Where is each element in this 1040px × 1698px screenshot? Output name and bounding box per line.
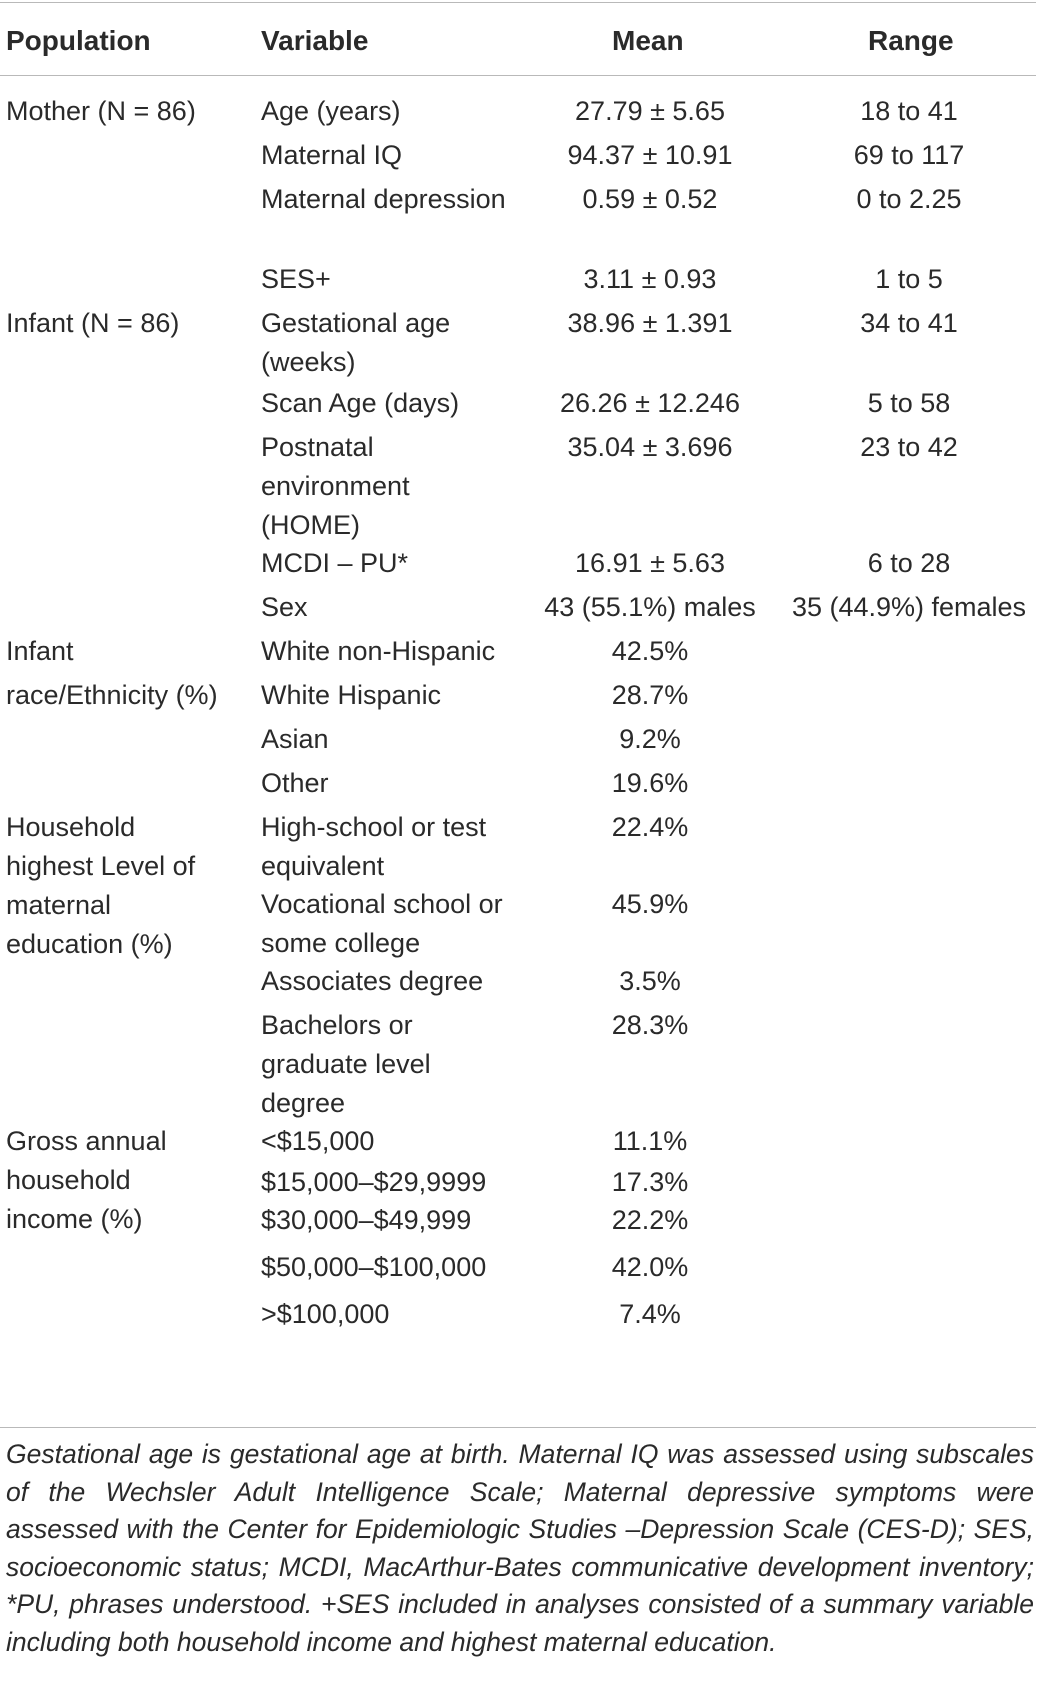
mean-cell: 43 (55.1%) males [544,592,756,622]
variable-cell: Asian [261,724,329,754]
percent-cell: 3.5% [619,966,681,996]
variable-cell: Postnatal environment (HOME) [261,432,410,540]
percent-cell: 22.4% [611,812,689,842]
range-cell: 6 to 28 [867,548,951,578]
mean-cell: 35.04 ± 3.696 [567,432,733,462]
variable-cell: Associates degree [261,966,484,996]
variable-cell: SES+ [261,264,331,294]
range-cell: 35 (44.9%) females [791,592,1027,622]
variable-cell: Vocational school or some college [261,889,503,958]
percent-cell: 11.1% [612,1126,688,1156]
variable-cell: $50,000–$100,000 [261,1252,487,1282]
variable-cell: >$100,000 [261,1299,390,1329]
header-population: Population [6,25,151,56]
mean-cell: 16.91 ± 5.63 [575,548,725,578]
header-rule [0,75,1036,76]
percent-cell: 28.7% [611,680,689,710]
percent-cell: 7.4% [619,1299,681,1329]
percent-cell: 17.3% [611,1167,689,1197]
mean-cell: 94.37 ± 10.91 [567,140,733,170]
percent-cell: 22.2% [611,1205,689,1235]
range-cell: 69 to 117 [853,140,965,170]
range-cell: 1 to 5 [875,264,943,294]
population-cell: Infant [6,636,74,666]
header-range: Range [868,25,954,56]
variable-cell: Scan Age (days) [261,388,460,418]
variable-cell: Sex [261,592,308,622]
population-cell: Mother (N = 86) [6,96,196,126]
variable-cell: MCDI – PU* [261,548,409,578]
percent-cell: 42.5% [611,636,689,666]
population-cell: race/Ethnicity (%) [6,680,218,710]
percent-cell: 42.0% [611,1252,689,1282]
population-cell: Household highest Level of maternal education (%) [6,812,196,959]
percent-cell: 19.6% [611,768,689,798]
header-variable: Variable [261,25,369,56]
mean-cell: 38.96 ± 1.391 [567,308,733,338]
mean-cell: 3.11 ± 0.93 [583,264,717,294]
variable-cell: Bachelors or graduate level degree [261,1010,431,1118]
mean-cell: 27.79 ± 5.65 [575,96,725,126]
variable-cell: White Hispanic [261,680,442,710]
header-mean: Mean [612,25,684,56]
range-cell: 23 to 42 [860,432,958,462]
range-cell: 5 to 58 [867,388,951,418]
variable-cell: $15,000–$29,9999 [261,1167,487,1197]
variable-cell: $30,000–$49,999 [261,1205,472,1235]
mean-cell: 26.26 ± 12.246 [560,388,740,418]
percent-cell: 45.9% [611,889,689,919]
percent-cell: 9.2% [619,724,681,754]
variable-cell: White non-Hispanic [261,636,496,666]
variable-cell: Age (years) [261,96,401,126]
range-cell: 0 to 2.25 [856,184,962,214]
population-cell: Infant (N = 86) [6,308,180,338]
variable-cell: Maternal IQ [261,140,403,170]
table-footnote: Gestational age is gestational age at birth. Maternal IQ was assessed using subscales of the Wechsler Adult Intelligence Scale; Maternal depressive symptoms were assessed with the Center for Epidemiologic Studies –Depression Scale (CES-D); SES, socioeconomic status; MCDI, MacArthur-Bates communicative development inventory; *PU, phrases understood. +SES included in analyses consisted of a summary variable including both household income and highest maternal education. [6,1439,1034,1657]
population-cell: Gross annual household income (%) [6,1126,167,1234]
table-top-rule [0,2,1036,3]
variable-cell: Other [261,768,329,798]
percent-cell: 28.3% [611,1010,689,1040]
variable-cell: Maternal depression [261,184,506,214]
variable-cell: Gestational age (weeks) [261,308,451,377]
range-cell: 34 to 41 [860,308,958,338]
variable-cell: <$15,000 [261,1126,375,1156]
variable-cell: High-school or test equivalent [261,812,487,881]
mean-cell: 0.59 ± 0.52 [582,184,718,214]
range-cell: 18 to 41 [860,96,958,126]
footer-rule [0,1427,1036,1428]
